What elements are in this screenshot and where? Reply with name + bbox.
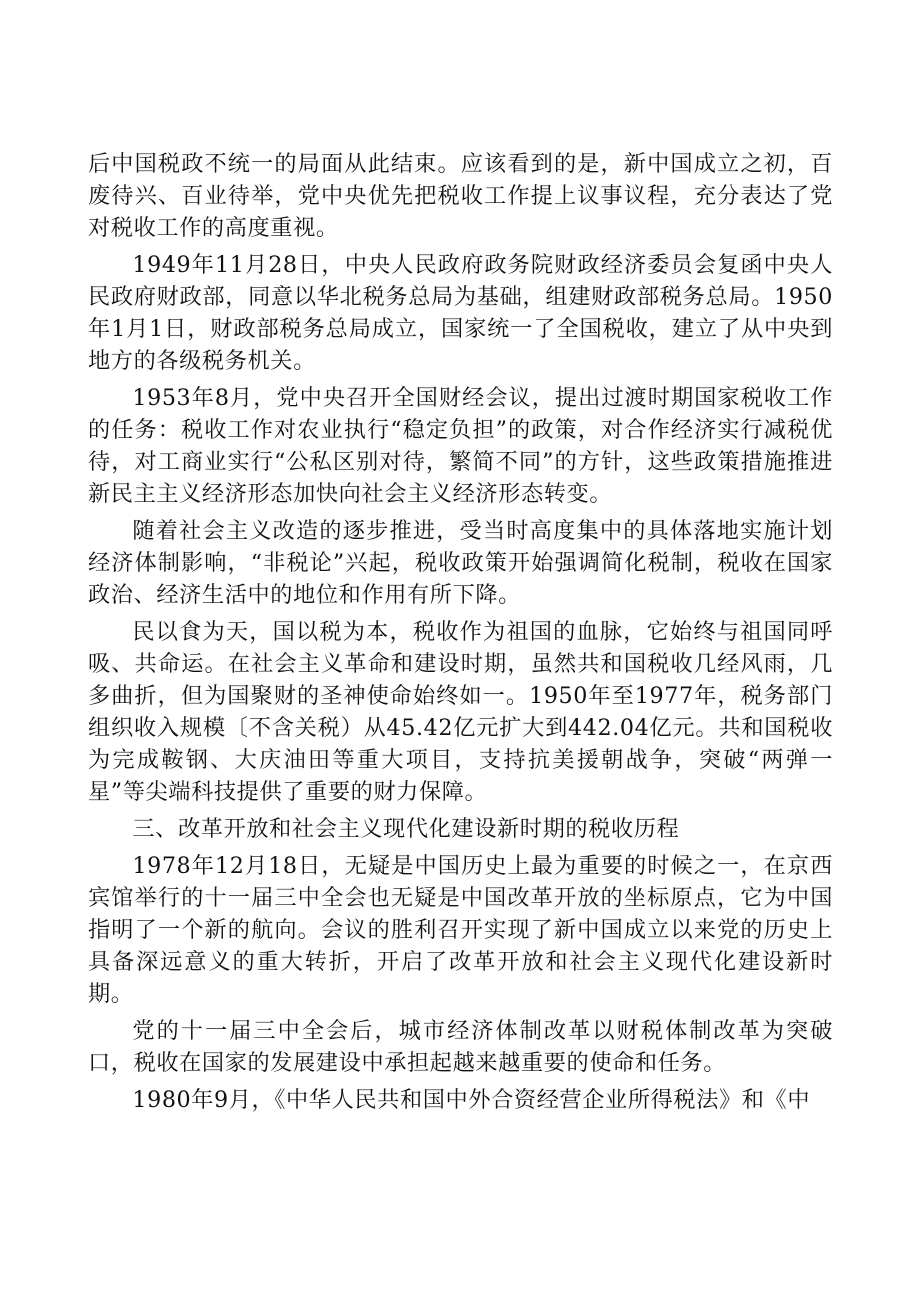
paragraph-8: 1980年9月，《中华人民共和国中外合资经营企业所得税法》和《中 (132, 1087, 811, 1113)
paragraph-1: 后中国税政不统一的局面从此结束。应该看到的是，新中国成立之初，百废待兴、百业待举，党中央优先把税收工作提上议事议程，充分表达了党对税收工作的高度重视。 (88, 151, 833, 241)
paragraph-3: 1953年8月，党中央召开全国财经会议，提出过渡时期国家税收工作的任务：税收工作对农业执行“稳定负担”的政策，对合作经济实行减税优待，对工商业实行“公私区别对待，繁简不同”的方针，这些政策措施推进新民主主义经济形态加快向社会主义经济形态转变。 (88, 385, 833, 507)
paragraph-5: 民以食为天，国以税为本，税收作为祖国的血脉，它始终与祖国同呼吸、共命运。在社会主义革命和建设时期，虽然共和国税收几经风雨，几多曲折，但为国聚财的圣神使命始终如一。1950年至1977年，税务部门组织收入规模〔不含关税）从45.42亿元扩大到442.04亿元。共和国税收为完成鞍钢、大庆油田等重大项目，支持抗美援朝战争，突破“两弹一星”等尖端科技提供了重要的财力保障。 (88, 619, 833, 805)
paragraph-6: 1978年12月18日，无疑是中国历史上最为重要的时候之一，在京西宾馆举行的十一届三中全会也无疑是中国改革开放的坐标原点，它为中国指明了一个新的航向。会议的胜利召开实现了新中国成立以来党的历史上具备深远意义的重大转折，开启了改革开放和社会主义现代化建设新时期。 (88, 853, 833, 1007)
paragraph-7: 党的十一届三中全会后，城市经济体制改革以财税体制改革为突破口，税收在国家的发展建设中承担起越来越重要的使命和任务。 (88, 1018, 833, 1076)
document-body (88, 148, 833, 1116)
paragraph-4: 随着社会主义改造的逐步推进，受当时高度集中的具体落地实施计划经济体制影响，“非税论”兴起，税收政策开始强调简化税制，税收在国家政治、经济生活中的地位和作用有所下降。 (88, 518, 833, 608)
section-heading: 三、改革开放和社会主义现代化建设新时期的税收历程 (132, 816, 680, 842)
paragraph-2: 1949年11月28日，中央人民政府政务院财政经济委员会复函中央人民政府财政部，同意以华北税务总局为基础，组建财政部税务总局。1950年1月1日，财政部税务总局成立，国家统一了全国税收，建立了从中央到地方的各级税务机关。 (88, 252, 833, 374)
